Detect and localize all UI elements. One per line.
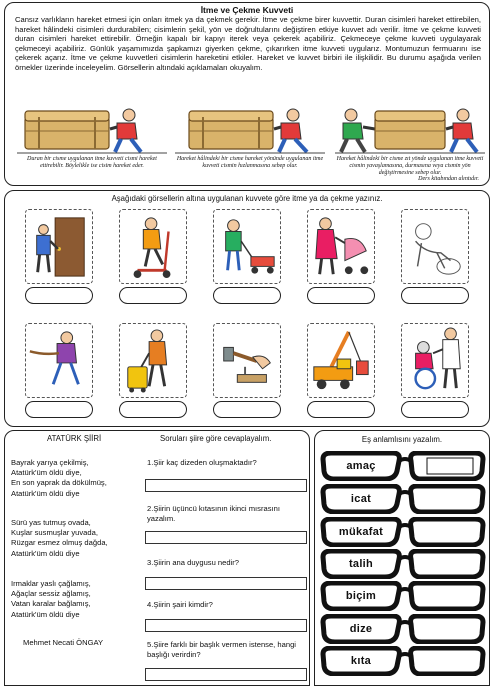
image-card-child-crawling: [401, 209, 469, 284]
answer-box-1[interactable]: [25, 287, 93, 304]
caption-2: Hareket hâlindeki bir cisme hareket yönünde uygulanan itme kuvveti cismin hızlanmasına sebep olur.: [176, 156, 324, 169]
image-card-wagon: [213, 209, 281, 284]
glasses-item-icat: [319, 484, 487, 514]
poem-author: Mehmet Necati ÖNGAY: [23, 638, 104, 647]
answer-box-7[interactable]: [119, 401, 187, 418]
image-card-suitcase: [119, 323, 187, 398]
synonym-word-7: kıta: [350, 655, 372, 667]
answer-box-5[interactable]: [401, 287, 469, 304]
synonym-word-5: biçim: [345, 590, 377, 602]
answer-line-4[interactable]: [145, 619, 307, 632]
image-card-stroller: [307, 209, 375, 284]
synonym-word-6: dize: [349, 623, 373, 635]
image-card-wheelchair: [401, 323, 469, 398]
poem-section: [4, 430, 310, 686]
answer-box-6[interactable]: [25, 401, 93, 418]
poem-stanza-2: Sürü yas tutmuş ovada, Kuşlar susmuşlar yuvada, Rüzgar esmez olmuş dağda, Atatürk'üm öldü diye: [11, 518, 108, 558]
synonym-word-4: talih: [348, 558, 374, 570]
synonym-word-2: icat: [350, 493, 372, 505]
glasses-item-amac: [319, 451, 487, 481]
glasses-item-kita: [319, 646, 487, 676]
scene-opposite-push-chest: [335, 103, 485, 155]
answer-box-9[interactable]: [307, 401, 375, 418]
synonym-word-1: amaç: [346, 460, 376, 472]
glasses-item-dize: [319, 614, 487, 644]
image-card-rope-pull: [25, 323, 93, 398]
caption-1: Duran bir cisme uygulanan itme kuvveti cismi hareket ettirebilir. Böylelikle ise cisim hareket eder.: [27, 156, 157, 169]
push-pull-exercise: [4, 190, 490, 427]
question-3: 3.Şiirin ana duygusu nedir?: [147, 558, 240, 567]
intro-box: [4, 2, 490, 186]
synonyms-title: Eş anlamlısını yazalım.: [361, 435, 443, 444]
answer-line-3[interactable]: [145, 577, 307, 590]
image-card-hammer-nail: [213, 323, 281, 398]
answer-box-4[interactable]: [307, 287, 375, 304]
glasses-item-bicim: [319, 581, 487, 611]
answer-line-2[interactable]: [145, 531, 307, 544]
poem-stanza-1: Bayrak yarıya çekilmiş, Atatürk'üm öldü diye, En son yaprak da dökülmüş, Atatürk'üm öldü diye: [11, 458, 107, 498]
answer-box-3[interactable]: [213, 287, 281, 304]
answer-line-1[interactable]: [145, 479, 307, 492]
glasses-item-mukafat: [319, 517, 487, 547]
scene-push-moving-chest: [175, 103, 325, 155]
exercise-instruction: Aşağıdaki görsellerin altına uygulanan kuvvete göre itme ya da çekme yazınız.: [111, 194, 383, 203]
synonym-word-3: mükafat: [338, 526, 384, 538]
poem-stanza-3: Irmaklar yaslı çağlamış, Ağaçlar sessiz ağlamış, Vatan karalar bağlamış, Atatürk'üm öldü diye: [11, 579, 91, 619]
synonyms-section: [314, 430, 490, 686]
answer-box-10[interactable]: [401, 401, 469, 418]
answer-line-5[interactable]: [145, 668, 307, 681]
image-card-door: [25, 209, 93, 284]
image-card-scooter: [119, 209, 187, 284]
questions-title: Soruları şiire göre cevaplayalım.: [160, 434, 272, 443]
answer-box-8[interactable]: [213, 401, 281, 418]
question-5: 5.Şiire farklı bir başlık vermen istense, hangi başlığı verirdin?: [147, 640, 296, 659]
poem-title: ATATÜRK ŞİİRİ: [47, 434, 102, 443]
question-4: 4.Şiirin şairi kimdir?: [147, 600, 213, 609]
caption-3: Hareket hâlindeki bir cisme zıt yönde uygulanan itme kuvveti cismin yavaşlamasına, durmasına veya cismin yön değiştirmesine sebep olur.: [336, 156, 484, 176]
image-card-tow-truck: [307, 323, 375, 398]
question-1: 1.Şiir kaç dizeden oluşmaktadır?: [147, 458, 257, 467]
glasses-item-talih: [319, 549, 487, 579]
question-2: 2.Şiirin üçüncü kıtasının ikinci mısrasını yazalım.: [147, 504, 280, 523]
answer-box-2[interactable]: [119, 287, 187, 304]
source-note: Ders kitabından alıntıdır.: [418, 176, 479, 182]
intro-paragraph: Cansız varlıkların hareket etmesi için onları itmek ya da çekmek gerekir. İtme ve çekme birer kuvvettir. Duran cisimleri hareket ettirebilen, hareket hâlindeki cisimleri durdurabilen; cisimlerin şekil, yön ve doğrultularını değiştiren etkiye kuvvet adı verilir. İtme ve çekme kuvveti duran cisimleri hareket ettirebilir. Örneğin kapalı bir kapıyı iterek veya çekerek açabiliriz. Çekmeceye çekme kuvveti uygulayarak çekmeceyi açabiliriz. Günlük yaşamımızda şapkamızı giyerken çekme, çıkarırken itme kuvveti uygularız. Montumuzun fermuarını ise çekerek açarız. İtme ve çekme kuvvetleri cisimlerin hareketini etkiler. Hareket ve kuvvet birbiri ile ilişkilidir. Bu durumu aşağıda verilen örnekler üzerinde inceleyelim. Görsellerin altındaki açıklamaları okuyalım.: [15, 15, 481, 72]
scene-push-still-chest: [17, 103, 167, 155]
intro-title: İtme ve Çekme Kuvveti: [200, 5, 294, 15]
